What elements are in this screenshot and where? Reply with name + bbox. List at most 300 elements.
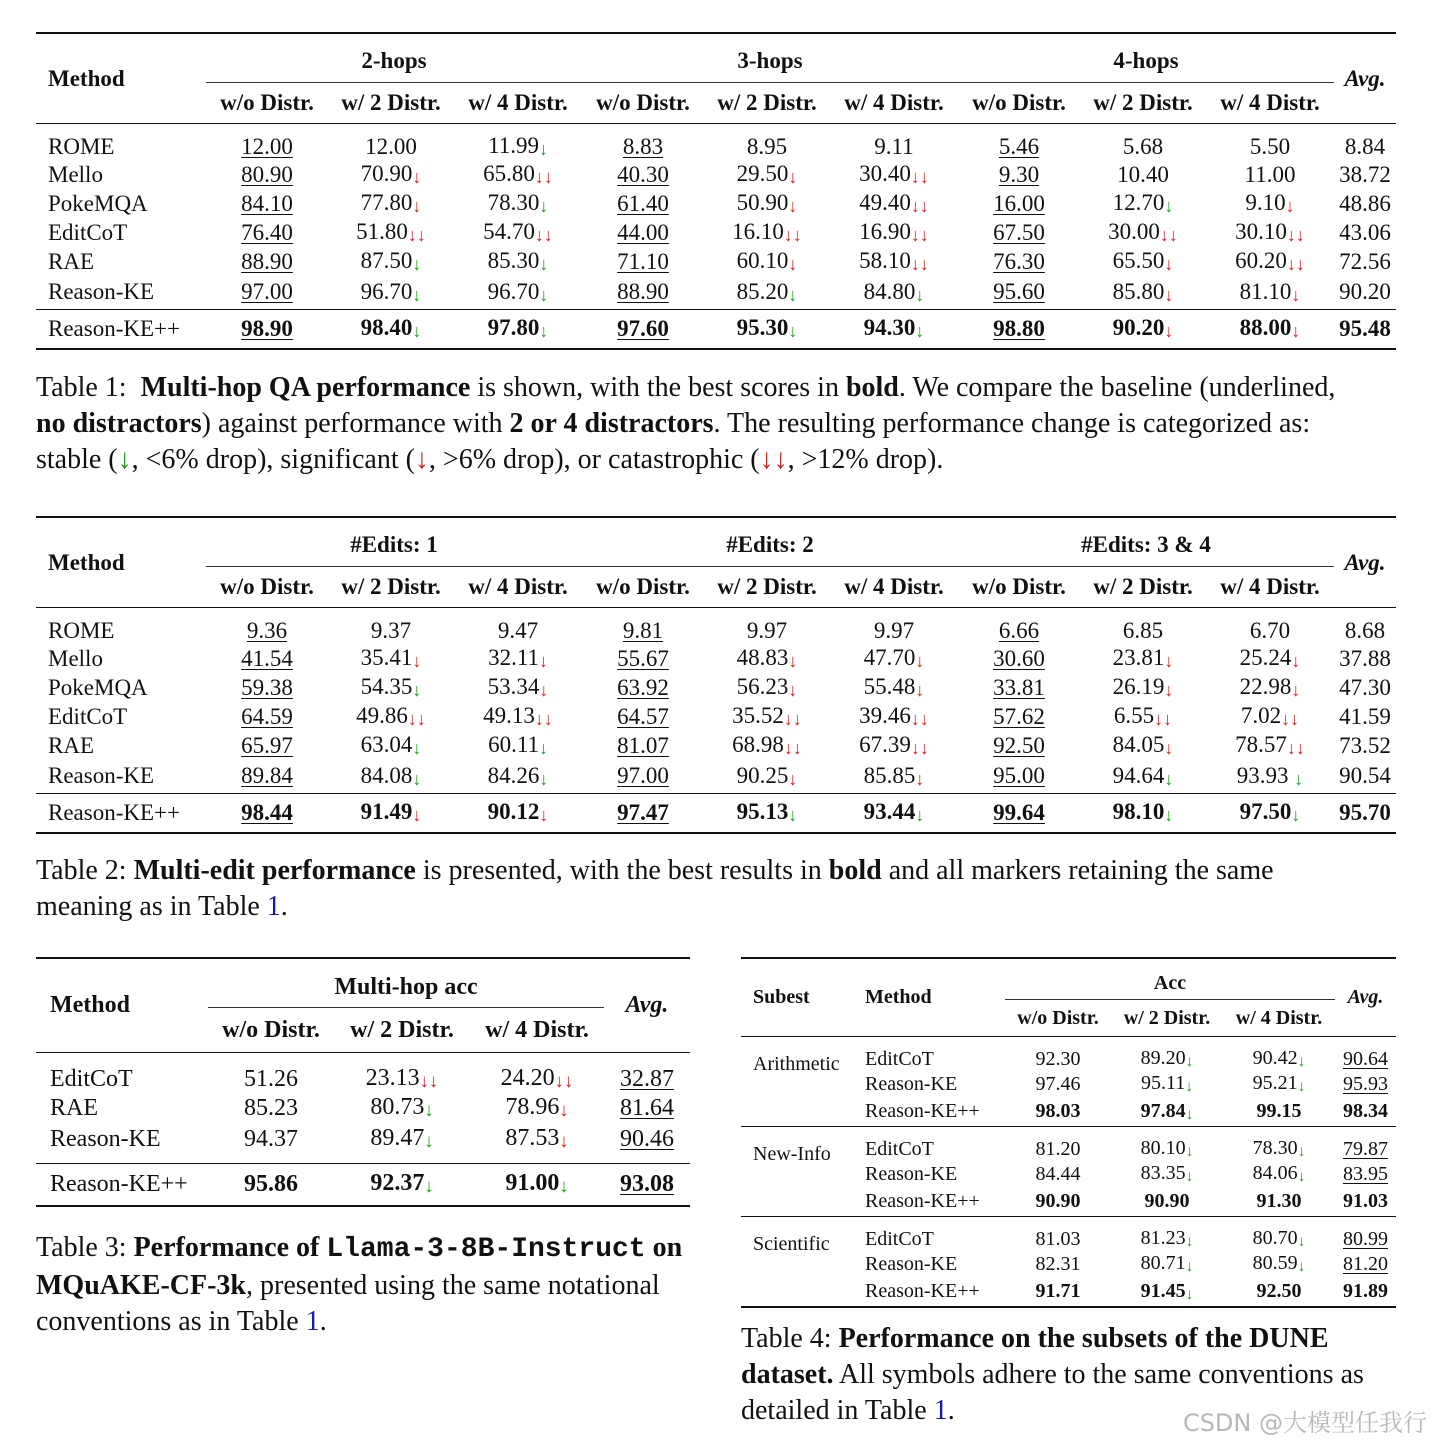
catastrophic-drop-arrow-icon: ↓↓ <box>1159 225 1178 246</box>
stable-drop-arrow-icon: ↓ <box>424 1131 434 1153</box>
cell-value: 39.46 <box>859 702 911 728</box>
cell-value: 87.53 <box>505 1125 560 1152</box>
table-row <box>36 760 1396 793</box>
value-cell <box>1080 309 1206 349</box>
stable-drop-arrow-icon: ↓ <box>1297 1077 1306 1095</box>
cell-value: 97.00 <box>617 763 669 789</box>
cell-value: 89.84 <box>241 763 293 789</box>
caption-text: is shown, with the best scores in <box>470 372 846 403</box>
method-cell: Reason-KE++ <box>48 315 180 341</box>
cell-value: 77.80 <box>360 189 413 215</box>
subheader-row <box>36 567 1396 608</box>
value-cell <box>454 793 582 833</box>
method-cell: Reason-KE++ <box>865 1280 980 1302</box>
table-3-caption <box>36 1230 696 1340</box>
value-cell <box>582 608 704 645</box>
cell-value: 25.24 <box>1239 644 1292 670</box>
table-row <box>741 1127 1396 1162</box>
table-ref-link[interactable]: 1 <box>305 1306 320 1337</box>
cell-value: 85.20 <box>736 278 789 304</box>
cell-value: 33.81 <box>993 674 1045 700</box>
value-cell <box>1206 247 1334 276</box>
significant-drop-arrow-icon: ↓ <box>412 167 422 188</box>
table-ref-link[interactable]: 1 <box>266 891 281 922</box>
value-cell <box>206 218 328 247</box>
value-cell <box>1080 160 1206 189</box>
cell-value: 90.46 <box>620 1126 674 1152</box>
cell-value: 29.50 <box>736 160 789 186</box>
value-cell <box>1206 189 1334 218</box>
value-cell <box>328 608 454 645</box>
subheader-cell: w/ 4 Distr. <box>1206 83 1334 124</box>
subheader-cell: w/o Distr. <box>582 83 704 124</box>
value-cell <box>454 702 582 731</box>
value-cell <box>328 702 454 731</box>
value-cell <box>328 309 454 349</box>
avg-cell <box>1335 1217 1396 1252</box>
cell-value: 91.89 <box>1343 1280 1388 1302</box>
subheader-cell: w/o Distr. <box>208 1008 334 1053</box>
cell-value: 9.36 <box>246 618 288 643</box>
value-cell <box>1223 1277 1335 1307</box>
cell-value: 80.71 <box>1140 1252 1186 1275</box>
value-cell <box>1223 1127 1335 1162</box>
value-cell <box>704 247 830 276</box>
value-cell <box>830 247 958 276</box>
stable-drop-arrow-icon: ↓ <box>1185 1143 1194 1160</box>
cell-value: 97.50 <box>1239 798 1292 824</box>
cell-value: 65.50 <box>1112 247 1165 273</box>
significant-drop-arrow-icon: ↓ <box>412 196 422 217</box>
caption-bold-text: bold <box>845 372 899 403</box>
cell-value: 51.26 <box>244 1066 298 1092</box>
cell-value: 58.10 <box>859 247 911 273</box>
significant-drop-arrow-icon: ↓ <box>412 651 422 672</box>
cell-value: 78.30 <box>487 189 540 215</box>
cell-value: 92.30 <box>1035 1048 1081 1070</box>
cell-value: 91.03 <box>1343 1190 1388 1212</box>
subheader-cell: w/ 4 Distr. <box>1206 567 1334 608</box>
subheader-cell: w/ 2 Distr. <box>1080 83 1206 124</box>
cell-value: 9.10 <box>1245 189 1286 215</box>
stable-drop-arrow-icon: ↓ <box>915 321 925 342</box>
catastrophic-drop-arrow-icon: ↓↓ <box>534 225 553 246</box>
value-cell <box>704 276 830 309</box>
caption-text: stable ( <box>36 444 118 475</box>
table-row <box>741 1037 1396 1072</box>
value-cell <box>958 644 1080 673</box>
value-cell <box>334 1093 470 1124</box>
stable-drop-arrow-icon: ↓ <box>1185 1257 1194 1275</box>
value-cell <box>1223 1037 1335 1072</box>
value-cell <box>704 760 830 793</box>
cell-value: 9.37 <box>370 618 412 643</box>
cell-value: 51.80 <box>356 218 408 244</box>
method-cell: EditCoT <box>50 1066 133 1092</box>
avg-cell: 38.72 <box>1339 161 1391 187</box>
cell-value: 54.35 <box>360 673 413 699</box>
caption-text: . The resulting performance change is categorized as: <box>713 408 1311 439</box>
value-cell <box>582 673 704 702</box>
cell-value: 26.19 <box>1112 673 1165 699</box>
significant-drop-arrow-icon: ↓ <box>559 1100 569 1122</box>
cell-value: 30.60 <box>993 645 1045 671</box>
value-cell <box>830 702 958 731</box>
method-cell: EditCoT <box>865 1138 934 1160</box>
catastrophic-drop-arrow-icon: ↓↓ <box>1286 254 1305 275</box>
significant-drop-arrow-icon: ↓ <box>1164 284 1174 305</box>
cell-value: 7.02 <box>1240 702 1282 728</box>
cell-value: 5.46 <box>998 134 1040 159</box>
cell-value: 97.80 <box>487 314 540 340</box>
stable-drop-arrow-icon: ↓ <box>1294 768 1304 789</box>
value-cell <box>206 731 328 760</box>
cell-value: 78.30 <box>1252 1137 1298 1160</box>
caption-text: . We compare the baseline (underlined, <box>898 372 1336 403</box>
cell-value: 95.60 <box>993 279 1045 305</box>
cell-value: 30.40 <box>859 160 911 186</box>
stable-drop-arrow-icon: ↓ <box>915 805 925 826</box>
cell-value: 93.44 <box>863 798 916 824</box>
catastrophic-drop-arrow-icon: ↓↓ <box>783 709 802 730</box>
value-cell <box>830 160 958 189</box>
cell-value: 47.70 <box>863 644 916 670</box>
value-cell <box>1206 309 1334 349</box>
caption-text: meaning as in Table <box>36 891 267 922</box>
cell-value: 98.90 <box>241 315 293 341</box>
stable-drop-arrow-icon: ↓ <box>1185 1105 1194 1123</box>
table-1-grid <box>36 32 1396 350</box>
cell-value: 84.10 <box>241 190 293 216</box>
cell-value: 92.50 <box>1256 1280 1302 1302</box>
stable-drop-arrow-icon: ↓ <box>788 284 798 305</box>
value-cell <box>1223 1187 1335 1217</box>
subheader-cell: w/o Distr. <box>206 83 328 124</box>
value-cell <box>1111 1277 1223 1307</box>
stable-drop-arrow-icon: ↓ <box>1297 1233 1306 1250</box>
method-header: Method <box>50 992 130 1018</box>
cell-value: 22.98 <box>1239 673 1292 699</box>
value-cell <box>1080 793 1206 833</box>
caption-label: Table 4: <box>741 1323 832 1354</box>
stable-drop-arrow-icon: ↓ <box>412 284 422 305</box>
avg-cell <box>1335 1127 1396 1162</box>
value-cell <box>582 644 704 673</box>
cell-value: 9.97 <box>746 618 788 643</box>
cell-value: 78.96 <box>505 1094 560 1121</box>
group-header-edits-3-4: #Edits: 3 & 4 <box>1081 532 1211 557</box>
avg-cell: 8.84 <box>1344 134 1386 159</box>
cell-value: 84.80 <box>863 278 916 304</box>
value-cell <box>958 189 1080 218</box>
cell-value: 6.66 <box>998 618 1040 643</box>
cell-value: 53.34 <box>487 673 540 699</box>
value-cell <box>470 1164 604 1207</box>
caption-label: Table 3: <box>36 1232 127 1263</box>
catastrophic-drop-arrow-icon: ↓↓ <box>1286 738 1305 759</box>
value-cell <box>206 124 328 161</box>
stable-drop-arrow-icon: ↓ <box>424 1100 434 1122</box>
value-cell <box>958 793 1080 833</box>
caption-text: and all markers retaining the same <box>881 855 1274 886</box>
table-row <box>36 1093 690 1124</box>
cell-value: 23.81 <box>1112 644 1165 670</box>
value-cell <box>1080 218 1206 247</box>
subheader-cell: w/ 4 Distr. <box>454 83 582 124</box>
stable-drop-arrow-icon: ↓ <box>539 284 549 305</box>
significant-drop-arrow-icon: ↓ <box>788 651 798 672</box>
caption-text: . <box>947 1395 955 1426</box>
value-cell <box>704 124 830 161</box>
cell-value: 84.06 <box>1252 1162 1298 1185</box>
cell-value: 6.70 <box>1249 618 1291 643</box>
value-cell <box>454 189 582 218</box>
cell-value: 90.20 <box>1112 314 1165 340</box>
spacer-cell <box>36 1155 690 1164</box>
value-cell <box>704 218 830 247</box>
cell-value: 44.00 <box>617 219 669 245</box>
caption-text: , >12% drop). <box>787 444 944 475</box>
subheader-cell: w/o Distr. <box>206 567 328 608</box>
value-cell <box>958 160 1080 189</box>
value-cell <box>1005 1097 1111 1127</box>
group-header-2-hops: 2-hops <box>361 48 427 73</box>
value-cell <box>454 608 582 645</box>
group-header-edits-1: #Edits: 1 <box>350 532 438 557</box>
cell-value: 49.86 <box>356 702 408 728</box>
cell-value: 88.90 <box>241 248 293 274</box>
cell-value: 97.60 <box>617 315 669 341</box>
avg-cell <box>1335 1097 1396 1127</box>
stable-drop-arrow-icon: ↓ <box>1185 1233 1194 1250</box>
subheader-cell: w/o Distr. <box>1005 1000 1111 1037</box>
cell-value: 79.87 <box>1343 1138 1388 1160</box>
cell-value: 30.00 <box>1108 218 1160 244</box>
value-cell <box>1206 731 1334 760</box>
value-cell <box>704 731 830 760</box>
cell-value: 23.13 <box>365 1064 420 1091</box>
table-row-final <box>36 793 1396 833</box>
value-cell <box>470 1053 604 1094</box>
significant-drop-arrow-icon: ↓ <box>1164 321 1174 342</box>
stable-drop-arrow-icon: ↓ <box>424 1176 434 1198</box>
value-cell <box>1111 1037 1223 1072</box>
avg-cell <box>1335 1277 1396 1307</box>
value-cell <box>328 276 454 309</box>
value-cell <box>958 247 1080 276</box>
avg-cell <box>604 1124 690 1155</box>
cell-value: 95.30 <box>736 314 789 340</box>
stable-drop-arrow-icon: ↓ <box>539 768 549 789</box>
cell-value: 80.99 <box>1343 1228 1388 1250</box>
method-cell: Mello <box>48 645 103 671</box>
method-cell: EditCoT <box>865 1048 934 1070</box>
value-cell <box>328 644 454 673</box>
value-cell <box>328 673 454 702</box>
value-cell <box>454 160 582 189</box>
caption-text: , presented using the same notational <box>246 1270 660 1301</box>
cell-value: 71.10 <box>617 248 669 274</box>
catastrophic-drop-arrow-icon: ↓↓ <box>407 709 426 730</box>
subheader-cell: w/ 2 Distr. <box>328 567 454 608</box>
value-cell <box>1206 760 1334 793</box>
value-cell <box>1223 1161 1335 1187</box>
value-cell <box>582 793 704 833</box>
value-cell <box>582 276 704 309</box>
cell-value: 80.73 <box>370 1094 425 1121</box>
avg-header: Avg. <box>1344 65 1386 91</box>
avg-cell <box>604 1093 690 1124</box>
subheader-cell: w/ 4 Distr. <box>470 1008 604 1053</box>
value-cell <box>1206 793 1334 833</box>
caption-text: is presented, with the best results in <box>415 855 829 886</box>
table-4-grid <box>741 957 1396 1308</box>
cell-value: 16.10 <box>732 218 784 244</box>
group-header-3-hops: 3-hops <box>737 48 803 73</box>
cell-value: 96.70 <box>487 278 540 304</box>
cell-value: 98.10 <box>1112 798 1165 824</box>
catastrophic-drop-arrow-icon: ↓↓ <box>783 225 802 246</box>
value-cell <box>1111 1161 1223 1187</box>
cell-value: 32.87 <box>620 1066 674 1092</box>
cell-value: 81.03 <box>1035 1228 1081 1250</box>
stable-drop-arrow-icon: ↓ <box>788 805 798 826</box>
significant-drop-arrow-icon: ↓ <box>539 805 549 826</box>
value-cell <box>1206 218 1334 247</box>
value-cell <box>958 673 1080 702</box>
significant-drop-arrow-icon: ↓ <box>1285 196 1295 217</box>
catastrophic-drop-arrow-icon: ↓↓ <box>910 225 929 246</box>
cell-value: 67.39 <box>859 731 911 757</box>
significant-drop-arrow-icon: ↓ <box>1164 651 1174 672</box>
caption-text: detailed in Table <box>741 1395 934 1426</box>
cell-value: 6.85 <box>1122 618 1164 643</box>
stable-drop-arrow-icon: ↓ <box>538 139 548 159</box>
value-cell <box>1206 702 1334 731</box>
cell-value: 84.44 <box>1035 1162 1081 1185</box>
cell-value: 49.13 <box>483 702 535 728</box>
catastrophic-drop-arrow-icon: ↓↓ <box>783 738 802 759</box>
significant-drop-arrow-icon: ↓ <box>788 680 798 701</box>
stable-drop-arrow-icon: ↓ <box>539 254 549 275</box>
significant-drop-arrow-icon: ↓ <box>915 680 925 701</box>
value-cell <box>206 760 328 793</box>
value-cell <box>208 1093 334 1124</box>
table-row-final <box>36 309 1396 349</box>
value-cell <box>1206 608 1334 645</box>
significant-drop-arrow-icon: ↓ <box>915 768 925 789</box>
value-cell <box>328 189 454 218</box>
caption-bold-text: on <box>645 1232 683 1263</box>
group-header-4-hops: 4-hops <box>1113 48 1179 73</box>
value-cell <box>206 309 328 349</box>
cell-value: 93.93 <box>1236 762 1295 788</box>
cell-value: 48.83 <box>736 644 789 670</box>
cell-value: 84.26 <box>487 762 540 788</box>
value-cell <box>958 608 1080 645</box>
value-cell <box>206 673 328 702</box>
table-ref-link[interactable]: 1 <box>933 1395 948 1426</box>
avg-cell: 73.52 <box>1339 732 1391 758</box>
cell-value: 95.86 <box>244 1171 298 1197</box>
cell-value: 55.67 <box>617 645 669 671</box>
method-cell: Mello <box>48 161 103 187</box>
value-cell <box>1005 1187 1111 1217</box>
cell-value: 68.98 <box>732 731 784 757</box>
cell-value: 92.50 <box>993 732 1045 758</box>
method-cell: Reason-KE <box>48 763 155 789</box>
cell-value: 95.00 <box>993 763 1045 789</box>
caption-bold-text: Performance of <box>133 1232 327 1263</box>
catastrophic-drop-arrow-icon: ↓↓ <box>407 225 426 246</box>
caption-label: Table 2: <box>36 855 127 886</box>
catastrophic-drop-arrow-icon: ↓↓ <box>534 167 553 188</box>
value-cell <box>830 673 958 702</box>
caption-bold-text: dataset. <box>741 1359 834 1390</box>
value-cell <box>206 276 328 309</box>
stable-drop-arrow-icon: ↓ <box>1164 768 1174 789</box>
value-cell <box>1206 160 1334 189</box>
cell-value: 61.40 <box>617 190 669 216</box>
value-cell <box>958 124 1080 161</box>
cell-value: 99.64 <box>993 799 1045 825</box>
subheader-cell: w/ 2 Distr. <box>328 83 454 124</box>
cell-value: 99.15 <box>1256 1100 1302 1122</box>
cell-value: 50.90 <box>736 189 789 215</box>
stable-drop-arrow-icon: ↓ <box>1297 1167 1306 1185</box>
cell-value: 60.10 <box>736 247 789 273</box>
cell-value: 90.90 <box>1035 1190 1081 1212</box>
value-cell <box>206 247 328 276</box>
cell-value: 90.42 <box>1252 1047 1298 1070</box>
cell-value: 76.40 <box>241 219 293 245</box>
avg-cell: 37.88 <box>1339 645 1391 671</box>
value-cell <box>1080 760 1206 793</box>
cell-value: 9.11 <box>874 134 914 159</box>
value-cell <box>1111 1187 1223 1217</box>
method-cell: Reason-KE <box>865 1252 958 1275</box>
cell-value: 94.64 <box>1112 762 1165 788</box>
stable-drop-arrow-icon: ↓ <box>1164 196 1174 217</box>
cell-value: 95.13 <box>736 798 789 824</box>
value-cell <box>582 760 704 793</box>
stable-drop-arrow-icon: ↓ <box>539 321 549 342</box>
catastrophic-drop-arrow-icon: ↓↓ <box>910 196 929 217</box>
method-cell: Reason-KE <box>48 279 155 305</box>
table-row <box>36 1053 690 1094</box>
subheader-cell: w/ 4 Distr. <box>830 83 958 124</box>
avg-cell: 41.59 <box>1339 703 1391 729</box>
caption-text: . <box>280 891 288 922</box>
value-cell <box>454 309 582 349</box>
value-cell <box>958 218 1080 247</box>
value-cell <box>1111 1251 1223 1277</box>
caption-bold-text: Multi-hop QA performance <box>140 372 471 403</box>
value-cell <box>1111 1071 1223 1097</box>
value-cell <box>830 124 958 161</box>
avg-cell: 90.20 <box>1339 279 1391 305</box>
stable-drop-arrow-icon: ↓ <box>1185 1053 1194 1070</box>
method-cell: Reason-KE++ <box>50 1171 188 1197</box>
cell-value: 11.99 <box>488 132 539 158</box>
cell-value: 97.46 <box>1035 1072 1081 1095</box>
table-row <box>36 644 1396 673</box>
method-cell: RAE <box>50 1095 98 1121</box>
caption-bold-text: bold <box>828 855 882 886</box>
cell-value: 57.62 <box>993 703 1045 729</box>
significant-drop-arrow-icon: ↓ <box>788 196 798 217</box>
value-cell <box>1111 1097 1223 1127</box>
